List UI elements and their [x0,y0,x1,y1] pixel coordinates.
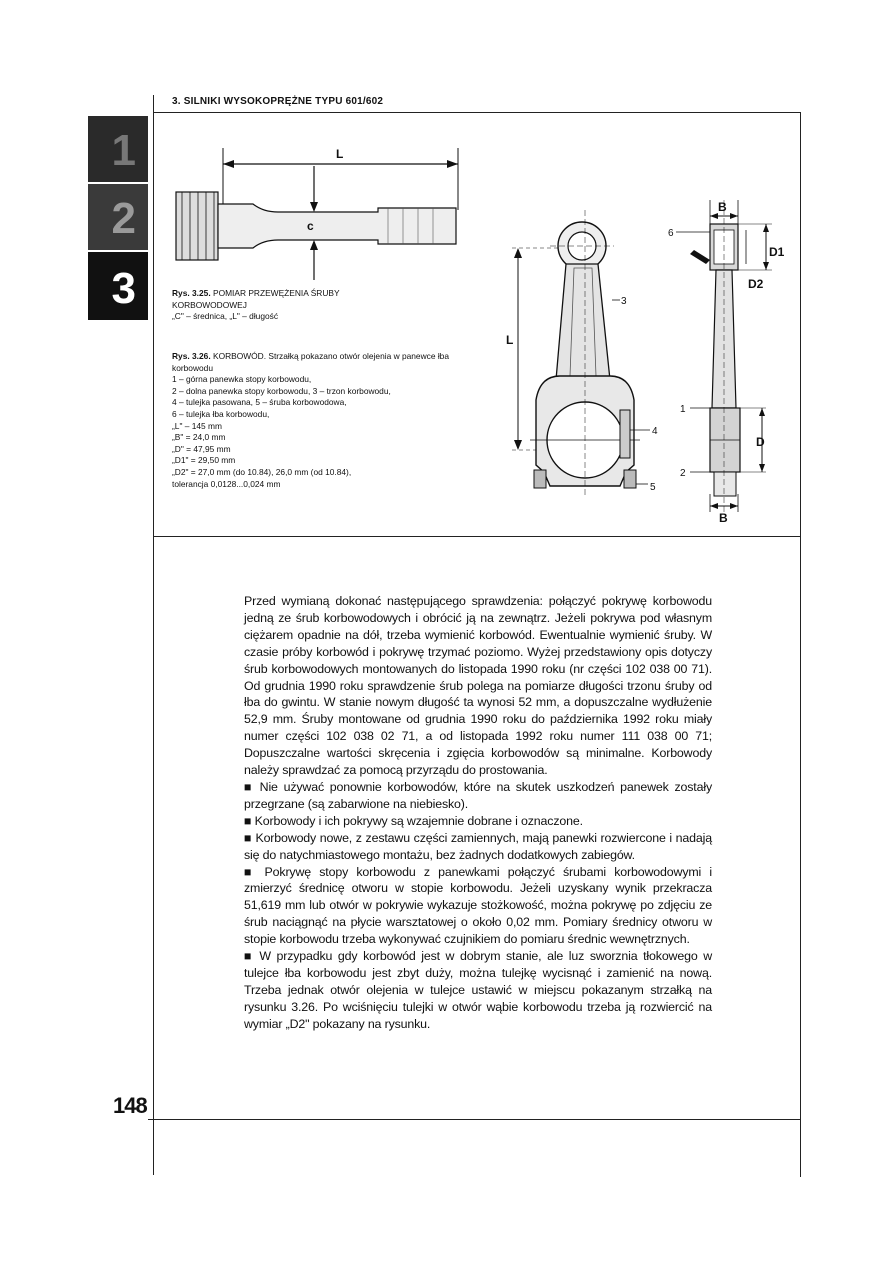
header-rule [153,112,801,113]
figure-3-26-caption [172,351,472,490]
rod-callout-5: 5 [650,482,656,493]
body-paragraph: Przed wymianą dokonać następującego sprawdzenia: połączyć pokrywę korbowodu jedną ze śrub korbowodowych i obrócić ją na zewnątrz. Jeżeli pokrywa pod własnym ciężarem opadnie na dół, trzeba wymienić korbowód. Ewentualnie wymienić śruby. W czasie próby korbowód i pokrywę trzymać poziomo. Wyżej przedstawiony opis dotyczy śrub korbowodowych montowanych do listopada 1990 roku (nr części 102 038 00 71). Od grudnia 1990 roku sprawdzenie śrub polega na pomiarze długości trzonu śruby od łba do gwintu. W stanie nowym długość ta wynosi 52 mm, a dopuszczalne wydłużenie 52,9 mm. Śruby montowane od grudnia 1990 roku do października 1992 roku miały numer części 102 038 02 71, a od listopada 1992 roku numer 111 038 00 71; Dopuszczalne wartości skręcenia i zgięcia korbowodów są minimalne. Korbowody należy sprawdzać za pomocą przyrządu do prostowania. [244,594,712,778]
width-b-top-label: B [718,200,727,214]
figure-3-26-rod-side-view [666,194,790,524]
bullet-paragraph: ■ W przypadku gdy korbowód jest w dobrym stanie, ale luz sworznia tłokowego w tulejce łba korbowodu jest zbyt duży, można tulejkę wycisnąć i zamienić na nową. Trzeba jednak otwór olejenia w tulejce ustawić w miejscu pokazanym strzałką na rysunku 3.26. Po wciśnięciu tulejki w otwór wąbie korbowodu trzeba ją rozwiercić na wymiar „D2" pokazany na rysunku. [244,949,713,1031]
frame-right-rule [800,112,801,1177]
width-b-bottom-label: B [719,511,728,524]
legend-line: 4 – tulejka pasowana, 5 – śruba korbowodowa, [172,397,347,408]
bullet-paragraph: ■ Korbowody i ich pokrywy są wzajemnie dobrane i oznaczone. [244,813,583,828]
rod-callout-6: 6 [668,228,674,239]
legend-line: „D2" = 27,0 mm (do 10.84), 26,0 mm (od 10.84), [172,466,352,477]
figure-3-25-number: Rys. 3.25. [172,288,211,298]
bullet-marker: ■ [244,864,257,879]
rod-callout-4: 4 [652,426,658,437]
bullet-marker: ■ [244,949,254,964]
figure-3-26-number: Rys. 3.26. [172,351,211,361]
legend-line: „B" = 24,0 mm [172,432,226,443]
body-text [244,593,712,1033]
bullet-marker: ■ [244,830,252,845]
page-header-title: 3. SILNIKI WYSOKOPRĘŻNE TYPU 601/602 [172,96,384,107]
figure-3-26-title: KORBOWÓD. Strzałką pokazano otwór olejenia w panewce łba korbowodu [172,351,449,373]
bullet-marker: ■ [244,813,252,828]
frame-left-rule [153,95,154,1175]
figure-3-25-subcaption: „C" – średnica, „L" – długość [172,311,279,321]
bolt-diameter-label: c [307,219,314,233]
bullet-marker: ■ [244,779,254,794]
legend-line: „L" – 145 mm [172,420,222,431]
diameter-d-label: D [756,435,765,449]
legend-line: 2 – dolna panewka stopy korbowodu, 3 – trzon korbowodu, [172,385,391,396]
figure-3-25-bolt-drawing [168,130,468,280]
figure-3-25-title: POMIAR PRZEWĘŻENIA ŚRUBY KORBOWODOWEJ [172,288,340,310]
legend-line: „D1" = 29,50 mm [172,455,236,466]
figure-3-25-caption [172,288,402,323]
footer-rule [148,1119,800,1120]
bullet-paragraph: ■ Korbowody nowe, z zestawu części zamiennych, mają panewki rozwiercone i nadają się do natychmiastowego montażu, bez żadnych dodatkowych zabiegów. [244,830,712,862]
chapter-tab-3: 3 [88,252,148,320]
chapter-tab-2: 2 [88,184,148,250]
rod-callout-1: 1 [680,404,686,415]
bolt-length-label: L [336,147,344,161]
bullet-paragraph: ■ Nie używać ponownie korbowodów, które na skutek uszkodzeń panewek zostały przegrzane (są zabarwione na niebiesko). [244,779,712,811]
legend-line: 1 – górna panewka stopy korbowodu, [172,374,312,385]
rod-callout-2: 2 [680,468,686,479]
figure-separator-rule [153,536,801,537]
chapter-tab-1: 1 [88,116,148,182]
legend-line: „D" = 47,95 mm [172,443,231,454]
bullet-paragraph: ■ Pokrywę stopy korbowodu z panewkami połączyć śrubami korbowodowymi i zmierzyć średnicę otworu w stopie korbowodu. Jeżeli uzyskany wynik przekracza 51,619 mm lub otwór w pokrywie wykazuje stożkowość, można pokrywę po zdjęciu ze śrub naciągnąć na płycie warsztatowej o około 0,02 mm. Pomiary średnicy otworu w stopie korbowodu trzeba wykonywać czujnikiem do pomiaru średnic wewnętrznych. [244,864,712,947]
legend-line: tolerancja 0,0128...0,024 mm [172,478,281,489]
rod-length-label: L [506,333,514,347]
diameter-d2-label: D2 [748,277,764,291]
page-number: 148 [113,1093,147,1118]
figure-3-26-rod-front-view [500,200,670,500]
diameter-d1-label: D1 [769,245,785,259]
rod-callout-3: 3 [621,296,627,307]
legend-line: 6 – tulejka łba korbowodu, [172,408,270,419]
